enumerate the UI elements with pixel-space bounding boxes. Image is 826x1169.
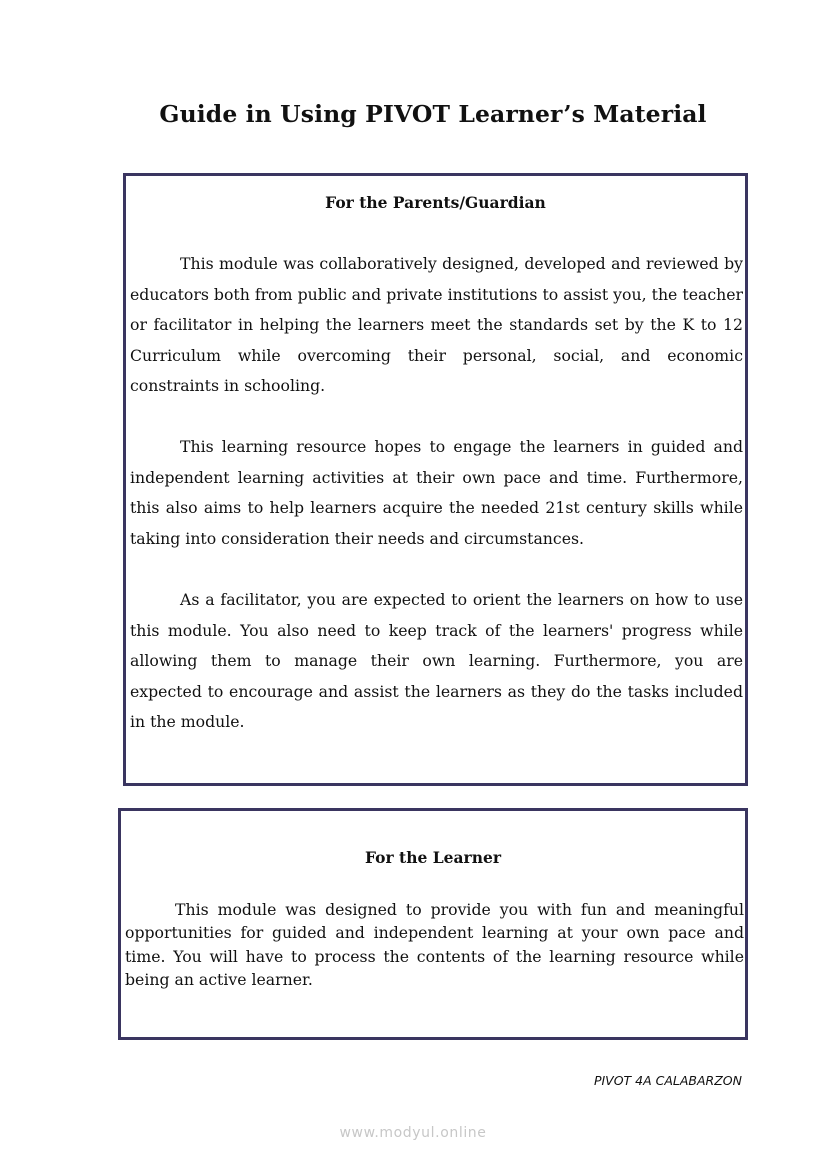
learner-heading: For the Learner bbox=[364, 848, 501, 867]
parents-paragraph-3: As a facilitator, you are expected to orient the learners on how to use this module. You also need to keep track of the learners' progress while allowing them to manage their own learning. Furthermore, you are expected to encourage and assist the learners as they do the tasks included in the module. bbox=[130, 590, 743, 731]
parents-paragraph-2: This learning resource hopes to engage the learners in guided and independent learning activities at their own pace and time. Furthermore, this also aims to help learners acquire the needed 21st century skills while taking into consideration their needs and circumstances. bbox=[130, 437, 743, 548]
parents-guardian-box bbox=[123, 173, 748, 786]
watermark: www.modyul.online bbox=[339, 1125, 487, 1141]
parents-guardian-heading: For the Parents/Guardian bbox=[325, 193, 546, 212]
footer-label: PIVOT 4A CALABARZON bbox=[593, 1073, 742, 1088]
learner-box bbox=[118, 808, 748, 1040]
parents-paragraph-1: This module was collaboratively designed, developed and reviewed by educators both from public and private institutions to assist you, the teacher or facilitator in helping the learners meet the standards set by the K to 12 Curriculum while overcoming their personal, social, and economic constraints in schooling. bbox=[130, 254, 743, 395]
learner-paragraph-1: This module was designed to provide you with fun and meaningful opportunities for guided and independent learning at your own pace and time. You will have to process the contents of the learning resource while being an active learner. bbox=[125, 900, 744, 989]
page-title: Guide in Using PIVOT Learner’s Material bbox=[159, 100, 707, 128]
